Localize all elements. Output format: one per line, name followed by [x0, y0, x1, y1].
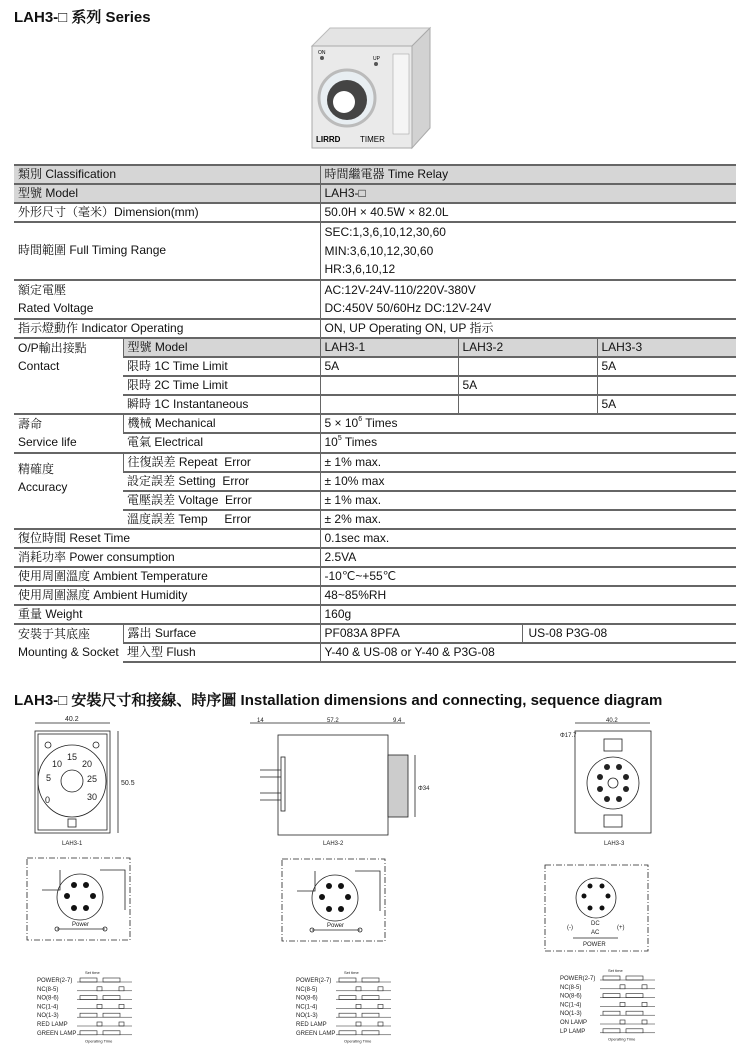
- timing-pulse: [339, 1031, 356, 1035]
- svg-text:(+): (+): [617, 925, 625, 931]
- row-humidity: 使用周圍濕度 Ambient Humidity 48~85%RH: [14, 586, 736, 605]
- height-dimension: 50.5: [121, 780, 135, 787]
- svg-text:POWER: POWER: [583, 942, 606, 948]
- svg-text:9.4: 9.4: [393, 718, 402, 724]
- row-temp: 使用周圍溫度 Ambient Temperature -10℃~+55℃: [14, 567, 736, 586]
- row-life-elec: 電氣 Electrical $10^5$ Times: [14, 433, 736, 453]
- row-mounting-surface: 安裝于其底座 Mounting & Socket 露出 Surface PF083A 8PFA US-08 P3G-08: [14, 624, 736, 643]
- timing-label: NC(8-5): [37, 986, 59, 993]
- timing-label: RED LAMP: [296, 1022, 327, 1028]
- row-voltage: 額定電壓 Rated Voltage AC:12V-24V-110/220V-380V DC:450V 50/60Hz DC:12V-24V: [14, 280, 736, 319]
- timing-pulse: [378, 987, 383, 991]
- svg-text:57.2: 57.2: [327, 718, 339, 724]
- timing-diagram-1: [37, 970, 167, 1050]
- timing-pulse: [356, 987, 361, 991]
- timing-label: RED LAMP: [37, 1022, 68, 1028]
- row-contact: 瞬時 1C Instantaneous 5A: [14, 395, 736, 414]
- timing-label: ON LAMP: [560, 1020, 588, 1026]
- svg-text:(-): (-): [567, 925, 573, 931]
- timing-pulse: [80, 1013, 97, 1017]
- timing-label: POWER(2-7): [296, 978, 332, 984]
- row-dimension: 外形尺寸（毫米）Dimension(mm) 50.0H × 40.5W × 82.0L: [14, 203, 736, 222]
- timing-pulse: [339, 1013, 356, 1017]
- row-accuracy: 設定誤差 Setting Error ± 10% max: [14, 472, 736, 491]
- wiring-diagram-2: [280, 856, 390, 946]
- row-contact: 限時 2C Time Limit 5A: [14, 376, 736, 395]
- timing-pulse: [620, 985, 625, 989]
- spec-table: [14, 164, 736, 663]
- timing-pulse: [97, 1022, 102, 1026]
- svg-text:LAH3-1: LAH3-1: [62, 841, 83, 847]
- timing-label: NC(1-4): [560, 1002, 582, 1009]
- timing-label: NC(8-5): [296, 986, 318, 993]
- row-contact: 限時 1C Time Limit 5A 5A: [14, 357, 736, 376]
- timing-pulse: [339, 978, 356, 982]
- photo-on-label: ON: [318, 50, 326, 56]
- timing-pulse: [362, 978, 379, 982]
- set-time-label: Set time: [608, 968, 623, 973]
- timing-pulse: [626, 994, 643, 998]
- timing-pulse: [97, 987, 102, 991]
- timing-pulse: [626, 1029, 643, 1033]
- timing-pulse: [80, 996, 97, 1000]
- timing-pulse: [339, 996, 356, 1000]
- timing-pulse: [626, 976, 643, 980]
- width-dimension: 40.2: [65, 716, 79, 723]
- set-time-label: Set time: [344, 970, 359, 975]
- svg-text:Power: Power: [72, 922, 90, 928]
- row-life-mech: 壽命 Service life 機械 Mechanical $5 \times 10^6$ Times: [14, 414, 736, 434]
- svg-text:30: 30: [87, 792, 98, 802]
- timing-label: NO(8-6): [296, 995, 318, 1002]
- timing-label: NC(8-5): [560, 984, 582, 991]
- timing-pulse: [362, 1013, 379, 1017]
- operating-time-label: Operating Time: [344, 1038, 372, 1044]
- timing-label: NO(8-6): [37, 995, 59, 1002]
- photo-timer-label: TIMER: [360, 135, 385, 144]
- timing-label: NO(1-3): [37, 1013, 59, 1020]
- svg-text:Φ34: Φ34: [418, 786, 430, 792]
- row-weight: 重量 Weight 160g: [14, 605, 736, 624]
- timing-pulse: [103, 1031, 120, 1035]
- svg-text:AC: AC: [591, 930, 600, 936]
- timing-pulse: [378, 1004, 383, 1008]
- timing-pulse: [80, 1031, 97, 1035]
- svg-text:Φ17.7: Φ17.7: [560, 733, 577, 739]
- timing-pulse: [603, 976, 620, 980]
- photo-up-label: UP: [373, 56, 380, 62]
- timing-pulse: [642, 1020, 647, 1024]
- timing-pulse: [119, 987, 124, 991]
- timing-pulse: [103, 978, 120, 982]
- row-accuracy: 溫度誤差 Temp Error ± 2% max.: [14, 510, 736, 529]
- operating-time-label: Operating Time: [85, 1038, 113, 1044]
- drawing-lah3-3: [560, 715, 670, 850]
- row-mounting-flush: 埋入型 Flush Y-40 & US-08 or Y-40 & P3G-08: [14, 643, 736, 662]
- section-title: LAH3-□ 安裝尺寸和接線、時序圖 Installation dimensions and connecting, sequence diagram: [14, 692, 663, 709]
- timing-pulse: [356, 1004, 361, 1008]
- timing-label: NO(1-3): [296, 1013, 318, 1020]
- timing-pulse: [97, 1004, 102, 1008]
- timing-pulse: [119, 1004, 124, 1008]
- timing-pulse: [620, 1020, 625, 1024]
- timing-pulse: [626, 1011, 643, 1015]
- svg-text:10: 10: [52, 759, 63, 769]
- timing-diagram-3: [560, 968, 690, 1048]
- timing-label: NO(1-3): [560, 1011, 582, 1018]
- timing-pulse: [603, 1011, 620, 1015]
- operating-time-label: Operating Time: [608, 1036, 636, 1042]
- svg-text:40.2: 40.2: [606, 718, 618, 724]
- timing-label: GREEN LAMP: [296, 1030, 336, 1037]
- row-reset: 復位時間 Reset Time 0.1sec max.: [14, 529, 736, 548]
- row-timing: 時間範圍 Full Timing Range SEC:1,3,6,10,12,30,60 MIN:3,6,10,12,30,60 HR:3,6,10,12: [14, 222, 736, 280]
- row-indicator: 指示燈動作 Indicator Operating ON, UP Operating ON, UP 指示: [14, 319, 736, 338]
- row-model: 型號 Model LAH3-□: [14, 184, 736, 203]
- drawing-lah3-2: [245, 715, 435, 850]
- timing-pulse: [356, 1022, 361, 1026]
- set-time-label: Set time: [85, 970, 100, 975]
- timing-pulse: [362, 1031, 379, 1035]
- svg-text:20: 20: [82, 759, 93, 769]
- svg-text:0: 0: [45, 795, 51, 805]
- timing-pulse: [642, 1002, 647, 1006]
- timing-pulse: [119, 1022, 124, 1026]
- timing-pulse: [642, 985, 647, 989]
- timing-pulse: [103, 1013, 120, 1017]
- timing-pulse: [362, 996, 379, 1000]
- svg-text:LAH3-2: LAH3-2: [323, 841, 344, 847]
- timing-label: NC(1-4): [37, 1004, 59, 1011]
- row-accuracy: 精確度 Accuracy 往復誤差 Repeat Error ± 1% max.: [14, 453, 736, 472]
- timing-label: POWER(2-7): [37, 978, 73, 984]
- timing-label: NO(8-6): [560, 993, 582, 1000]
- brand-logo: LIRRD: [316, 135, 341, 144]
- svg-text:14: 14: [257, 718, 264, 724]
- product-photo: [300, 24, 440, 152]
- svg-text:DC: DC: [591, 921, 600, 927]
- timing-pulse: [80, 978, 97, 982]
- timing-diagram-2: [296, 970, 426, 1050]
- svg-text:LAH3-3: LAH3-3: [604, 841, 625, 847]
- row-classification: 類別 Classification 時間繼電器 Time Relay: [14, 165, 736, 184]
- timing-pulse: [603, 994, 620, 998]
- timing-label: POWER(2-7): [560, 976, 596, 982]
- timing-label: GREEN LAMP: [37, 1030, 77, 1037]
- svg-text:Power: Power: [327, 923, 345, 929]
- wiring-diagram-3: [543, 862, 653, 957]
- wiring-diagram-1: [25, 855, 135, 945]
- timing-label: LP LAMP: [560, 1028, 586, 1035]
- timing-pulse: [103, 996, 120, 1000]
- row-power: 消耗功率 Power consumption 2.5VA: [14, 548, 736, 567]
- svg-text:5: 5: [46, 773, 52, 783]
- timing-pulse: [378, 1022, 383, 1026]
- timing-label: NC(1-4): [296, 1004, 318, 1011]
- timing-pulse: [603, 1029, 620, 1033]
- row-accuracy: 電壓誤差 Voltage Error ± 1% max.: [14, 491, 736, 510]
- timing-pulse: [620, 1002, 625, 1006]
- page-title: LAH3-□ 系列 Series: [14, 9, 151, 26]
- svg-text:25: 25: [87, 774, 98, 784]
- svg-text:15: 15: [67, 752, 78, 762]
- drawing-lah3-1: [20, 715, 150, 850]
- row-contact-model: O/P輸出接點 Contact 型號 Model LAH3-1 LAH3-2 LAH3-3: [14, 338, 736, 357]
